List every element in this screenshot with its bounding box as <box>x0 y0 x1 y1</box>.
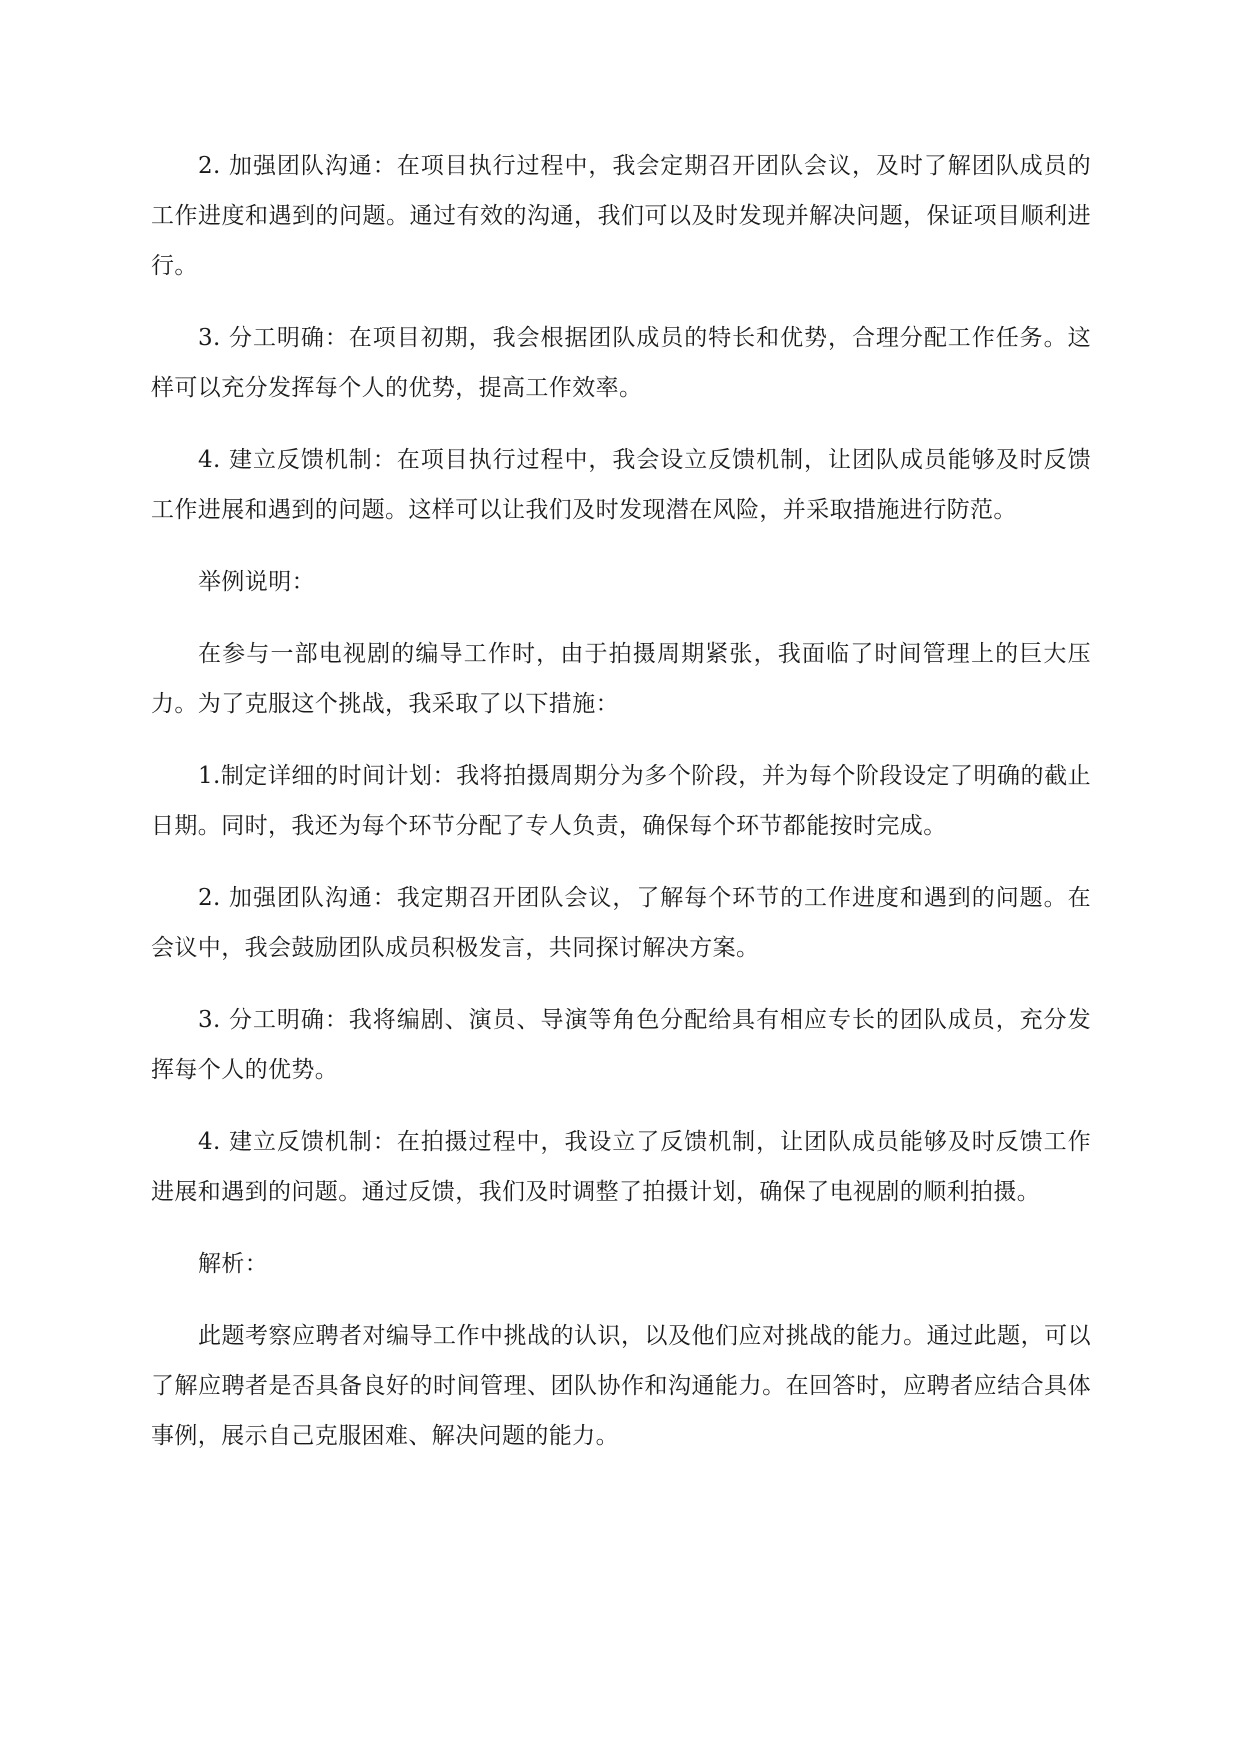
paragraph-example-feedback: 4. 建立反馈机制：在拍摄过程中，我设立了反馈机制，让团队成员能够及时反馈工作进展和遇到的问题。通过反馈，我们及时调整了拍摄计划，确保了电视剧的顺利拍摄。 <box>151 1129 1091 1205</box>
paragraph-example-time-plan: 1.制定详细的时间计划：我将拍摄周期分为多个阶段，并为每个阶段设定了明确的截止日期。同时，我还为每个环节分配了专人负责，确保每个环节都能按时完成。 <box>151 763 1091 839</box>
paragraph-example-communication: 2. 加强团队沟通：我定期召开团队会议，了解每个环节的工作进度和遇到的问题。在会议中，我会鼓励团队成员积极发言，共同探讨解决方案。 <box>151 885 1091 961</box>
heading-example: 举例说明： <box>198 569 315 595</box>
paragraph-division-of-labor: 3. 分工明确：在项目初期，我会根据团队成员的特长和优势，合理分配工作任务。这样可以充分发挥每个人的优势，提高工作效率。 <box>151 325 1091 401</box>
paragraph-team-communication: 2. 加强团队沟通：在项目执行过程中，我会定期召开团队会议，及时了解团队成员的工作进度和遇到的问题。通过有效的沟通，我们可以及时发现并解决问题，保证项目顺利进行。 <box>151 153 1091 279</box>
paragraph-feedback-mechanism: 4. 建立反馈机制：在项目执行过程中，我会设立反馈机制，让团队成员能够及时反馈工作进展和遇到的问题。这样可以让我们及时发现潜在风险，并采取措施进行防范。 <box>151 447 1091 523</box>
paragraph-example-division: 3. 分工明确：我将编剧、演员、导演等角色分配给具有相应专长的团队成员，充分发挥每个人的优势。 <box>151 1007 1091 1083</box>
paragraph-example-intro: 在参与一部电视剧的编导工作时，由于拍摄周期紧张，我面临了时间管理上的巨大压力。为了克服这个挑战，我采取了以下措施： <box>151 641 1091 717</box>
document-body <box>151 141 1091 1483</box>
heading-analysis: 解析： <box>198 1251 269 1277</box>
paragraph-analysis: 此题考察应聘者对编导工作中挑战的认识，以及他们应对挑战的能力。通过此题，可以了解应聘者是否具备良好的时间管理、团队协作和沟通能力。在回答时，应聘者应结合具体事例，展示自己克服困难、解决问题的能力。 <box>151 1323 1091 1449</box>
